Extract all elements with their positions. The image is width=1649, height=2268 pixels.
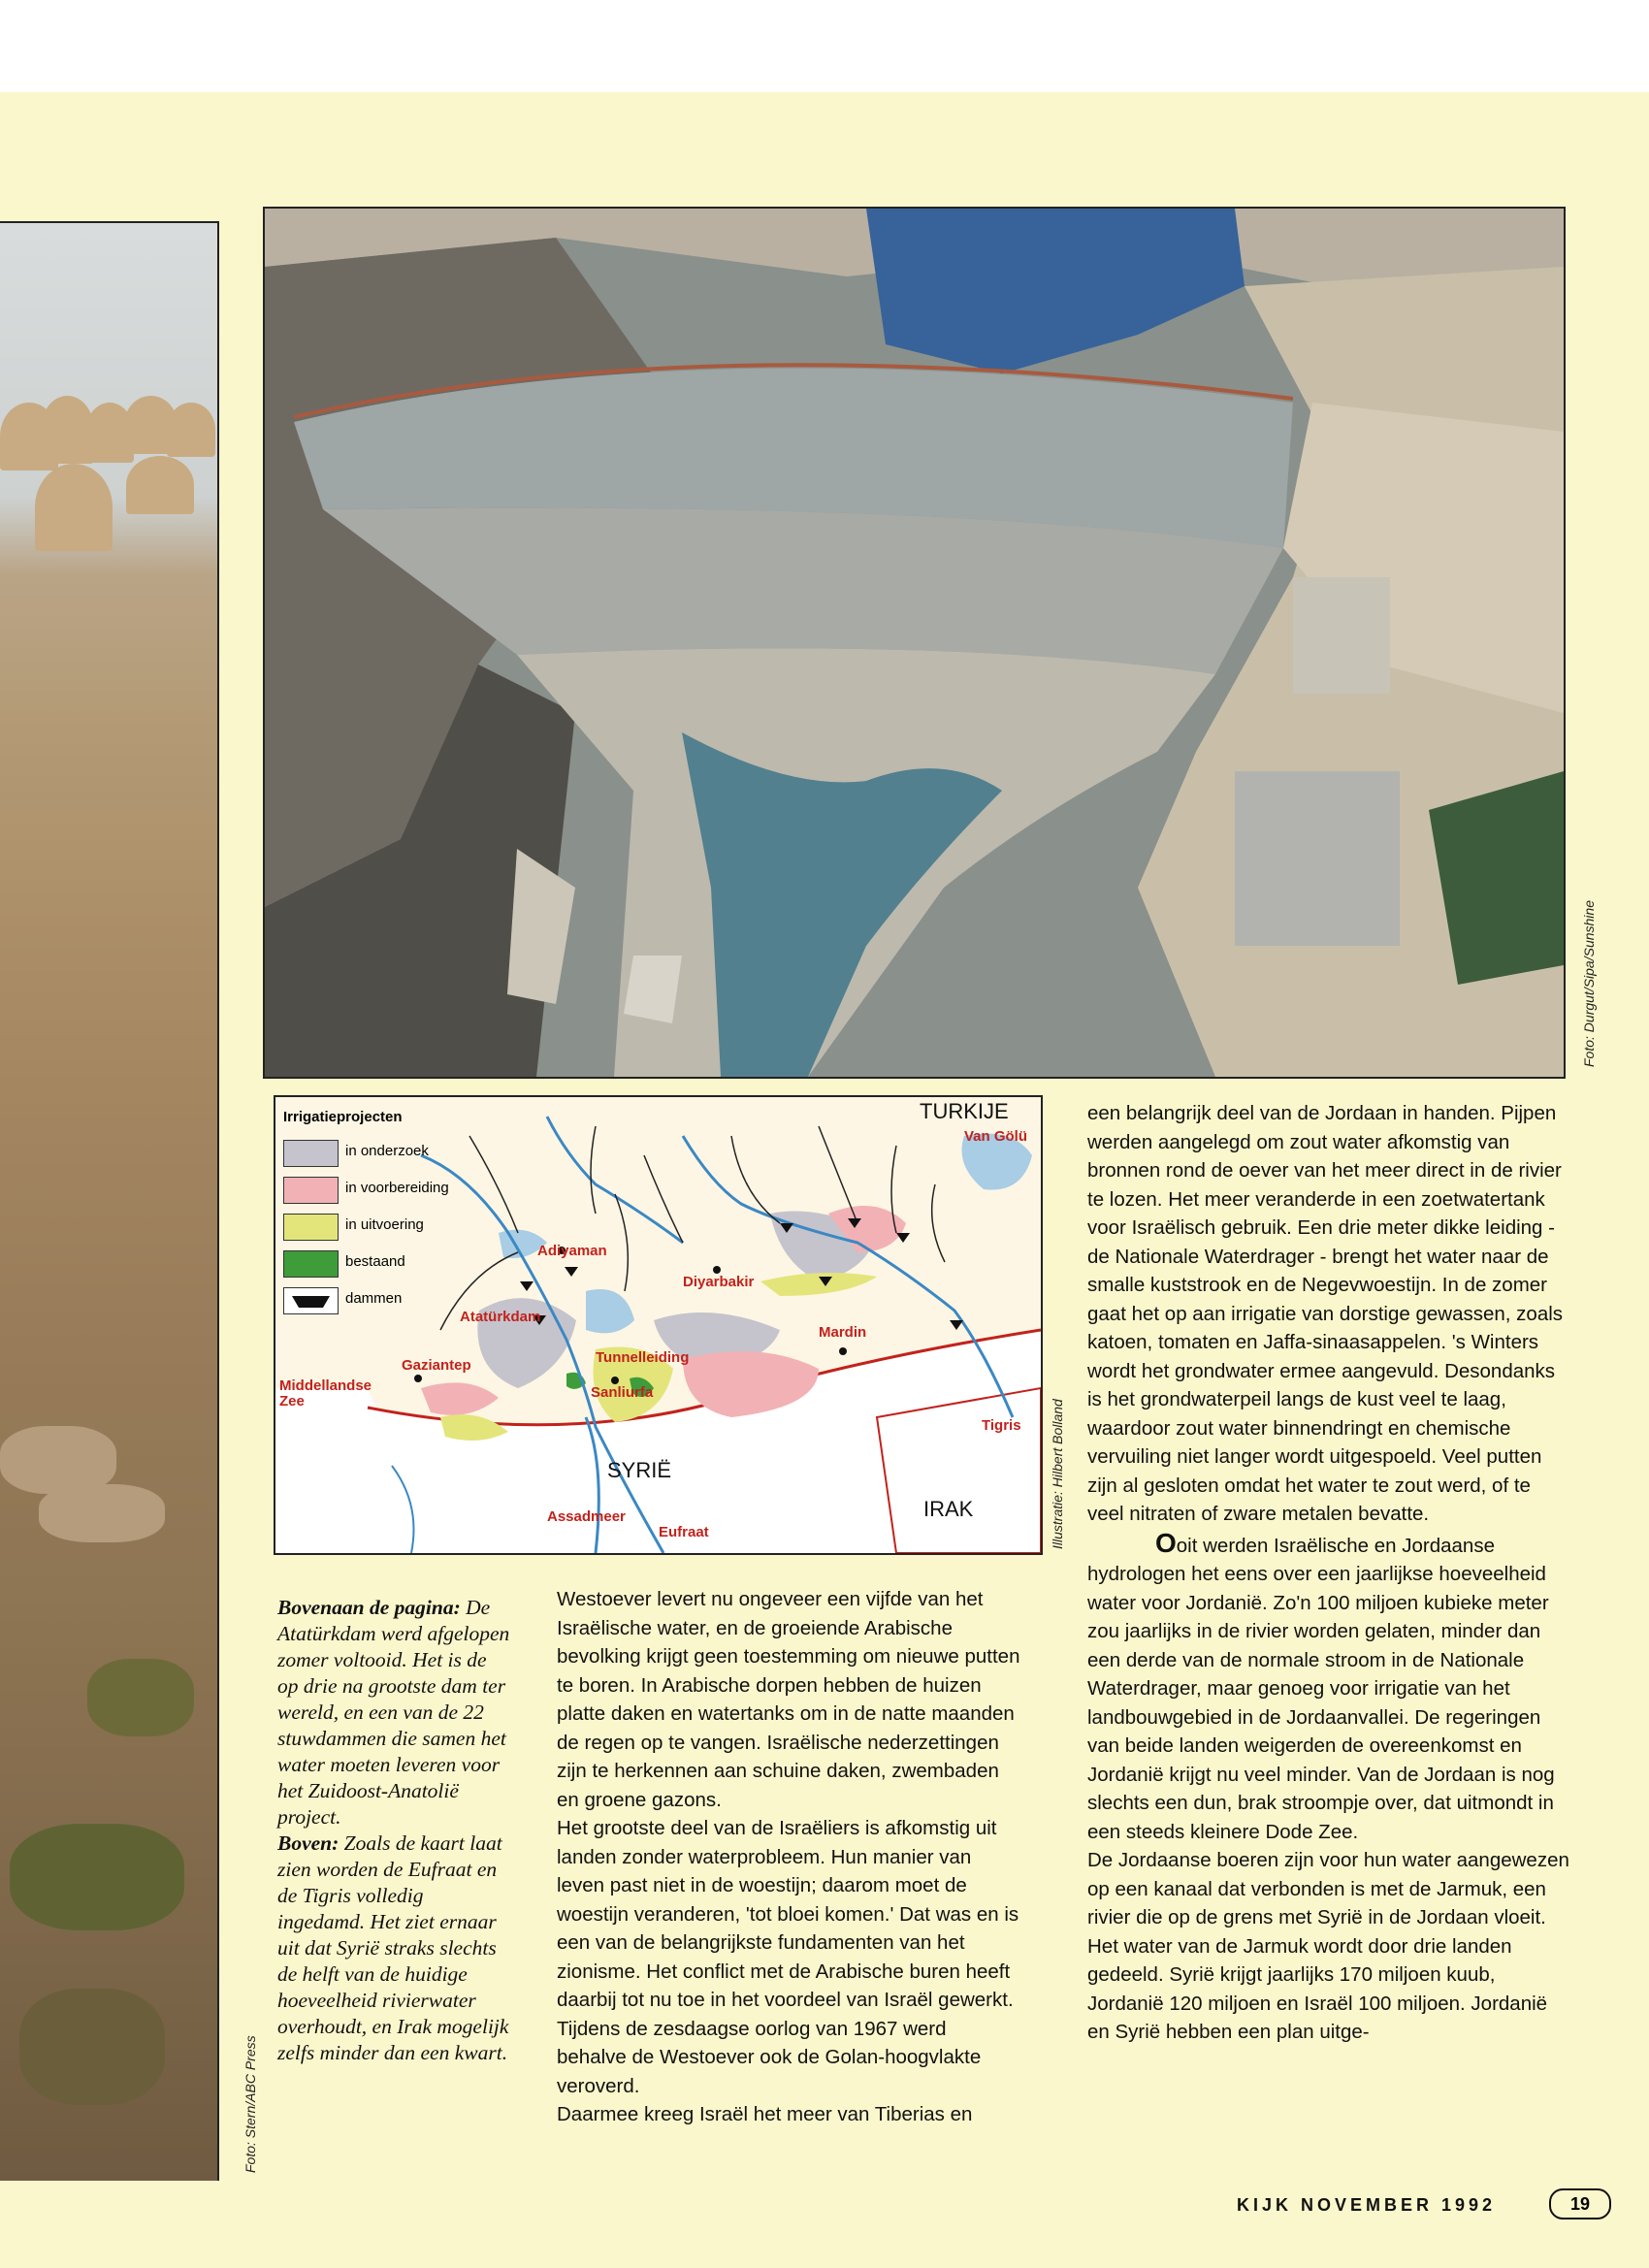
map-label-syrie: SYRIË <box>607 1458 672 1482</box>
map-credit: Illustratie: Hilbert Bolland <box>1050 1399 1065 1549</box>
article-paragraph-text: oit werden Israëlische en Jordaanse hydrologen het eens over een jaarlijkse hoeveelheid water voor Jordanië. Zo'n 100 miljoen kubieke meter zou jaarlijks in de rivier worden gelaten, minder dan een derde van de normale stroom in de Nationale Waterdrager, maar genoeg voor irrigatie van het landbouwgebied in de Jordaanvallei. De regeringen van beide landen weigerden de overeenkomst en Jordanië krijgt nu veel minder. Van de Jordaan is nog slechts een dun, brak stroompje over, dat uitmondt in een steeds kleinere Dode Zee. <box>1087 1534 1555 1843</box>
article-column-1 <box>557 1585 1020 2129</box>
magazine-footer: KIJK NOVEMBER 1992 <box>1237 2195 1497 2215</box>
map-label-assadmeer: Assadmeer <box>547 1508 626 1525</box>
map-label-middellandse-zee: Middellandse Zee <box>279 1377 372 1409</box>
drop-cap: O <box>1155 1527 1177 1558</box>
dam-photo-illustration <box>265 209 1564 1077</box>
left-photo-credit: Foto: Stern/ABC Press <box>242 2035 258 2173</box>
map-label-gaziantep: Gaziantep <box>402 1357 471 1374</box>
legend-label: bestaand <box>345 1253 405 1270</box>
legend-swatch <box>283 1140 339 1167</box>
legend-label: in onderzoek <box>345 1143 429 1159</box>
map-label-turkije: TURKIJE <box>920 1099 1009 1123</box>
legend-swatch <box>283 1250 339 1278</box>
map-label-tunnelleiding: Tunnelleiding <box>596 1349 690 1366</box>
caption-text-map: Zoals de kaart laat zien worden de Eufraat en de Tigris volledig ingedamd. Het ziet ernaar uit dat Syrië straks slechts de helft van de huidige hoeveelheid rivierwater overhoudt, en Irak mogelijk zelfs minder dan een kwart. <box>277 1831 509 2064</box>
dam-icon <box>284 1288 338 1313</box>
map-label-van-golu: Van Gölü <box>964 1128 1028 1145</box>
legend-swatch-dam-icon <box>283 1287 339 1314</box>
map-label-diyarbakir: Diyarbakir <box>683 1274 755 1290</box>
article-paragraph: Daarmee kreeg Israël het meer van Tiberias en <box>557 2103 973 2125</box>
main-photo-credit: Foto: Durgut/Sipa/Sunshine <box>1581 900 1597 1067</box>
photo-caption <box>277 1595 510 2066</box>
legend-swatch <box>283 1214 339 1241</box>
legend-label: in voorbereiding <box>345 1180 449 1196</box>
article-paragraph: Westoever levert nu ongeveer een vijfde van het Israëlische water, en de groeiende Arabische bevolking krijgt geen toestemming om nieuwe putten te boren. In Arabische dorpen hebben de huizen platte daken en watertanks om in de natte maanden de regen op te vangen. Israëlische nederzettingen zijn te herkennen aan schuine daken, zwembaden en groene gazons. <box>557 1588 1020 1811</box>
article-paragraph: Het grootste deel van de Israëliers is afkomstig uit landen zonder waterprobleem. Hun manier van leven past niet in de woestijn; daarom moet de woestijn veranderen, 'tot bloei komen.' Dat was en is een van de belangrijkste fundamenten van het zionisme. Het conflict met de Arabische buren heeft daarbij tot nu toe in het voordeel van Israël gewerkt. Tijdens de zesdaagse oorlog van 1967 werd behalve de Westoever ook de Golan-hoogvlakte veroverd. <box>557 1817 1019 2097</box>
caption-text-top: De Atatürkdam werd afgelopen zomer voltooid. Het is de op drie na grootste dam ter wereld, en een van de 22 stuwdammen die samen het water moeten leveren voor het Zuidoost-Anatolië project. <box>277 1596 510 1829</box>
caption-heading-map: Boven: <box>277 1831 340 1855</box>
irrigation-map <box>274 1095 1043 1555</box>
map-label-ataturkdam: Atatürkdam <box>460 1309 541 1325</box>
map-label-mardin: Mardin <box>819 1324 867 1341</box>
left-photo-desert-village <box>0 221 219 2181</box>
caption-heading-top: Bovenaan de pagina: <box>277 1596 461 1619</box>
legend-title: Irrigatieprojecten <box>283 1109 403 1125</box>
map-label-adiyaman: Adiyaman <box>537 1243 607 1259</box>
article-paragraph <box>1087 1529 1570 1847</box>
legend-label: dammen <box>345 1290 403 1307</box>
map-label-sanliurfa: Sanliurfa <box>591 1384 654 1401</box>
map-label-eufraat: Eufraat <box>659 1524 709 1540</box>
irrigation-map-drawing <box>275 1097 1041 1553</box>
legend-label: in uitvoering <box>345 1216 424 1233</box>
article-paragraph: De Jordaanse boeren zijn voor hun water aangewezen op een kanaal dat verbonden is met de Jarmuk, een rivier die op de grens met Syrië in de Jordaan vloeit. Het water van de Jarmuk wordt door drie landen gedeeld. Syrië krijgt jaarlijks 170 miljoen kuub, Jordanië 120 miljoen en Israël 100 miljoen. Jordanië en Syrië hebben een plan uitge- <box>1087 1849 1569 2043</box>
legend-swatch <box>283 1177 339 1204</box>
article-paragraph: een belangrijk deel van de Jordaan in handen. Pijpen werden aangelegd om zout water afkomstig van bronnen rond de oever van het meer direct in de rivier te lozen. Het meer veranderde in een zoetwatertank voor Israëlisch gebruik. Een drie meter dikke leiding - de Nationale Waterdrager - brengt het water naar de smalle kuststrook en de Negevwoestijn. In de zomer gaat het op aan irrigatie van dorstige gewassen, zoals katoen, tomaten en Jaffa-sinaasappelen. 's Winters wordt het grondwater ermee aangevuld. Desondanks is het grondwaterpeil langs de kust veel te laag, waardoor zout water binnendringt en chemische vervuiling niet langer wordt uitgespoeld. Veel putten zijn al gesloten omdat het water te zout werd, of te veel nitraten of zware metalen bevatte. <box>1087 1102 1564 1525</box>
page-number: 19 <box>1549 2188 1611 2219</box>
ataturk-dam-photo <box>263 207 1566 1079</box>
map-label-irak: IRAK <box>923 1497 974 1521</box>
article-column-2 <box>1087 1099 1570 2047</box>
map-label-tigris: Tigris <box>982 1417 1021 1434</box>
